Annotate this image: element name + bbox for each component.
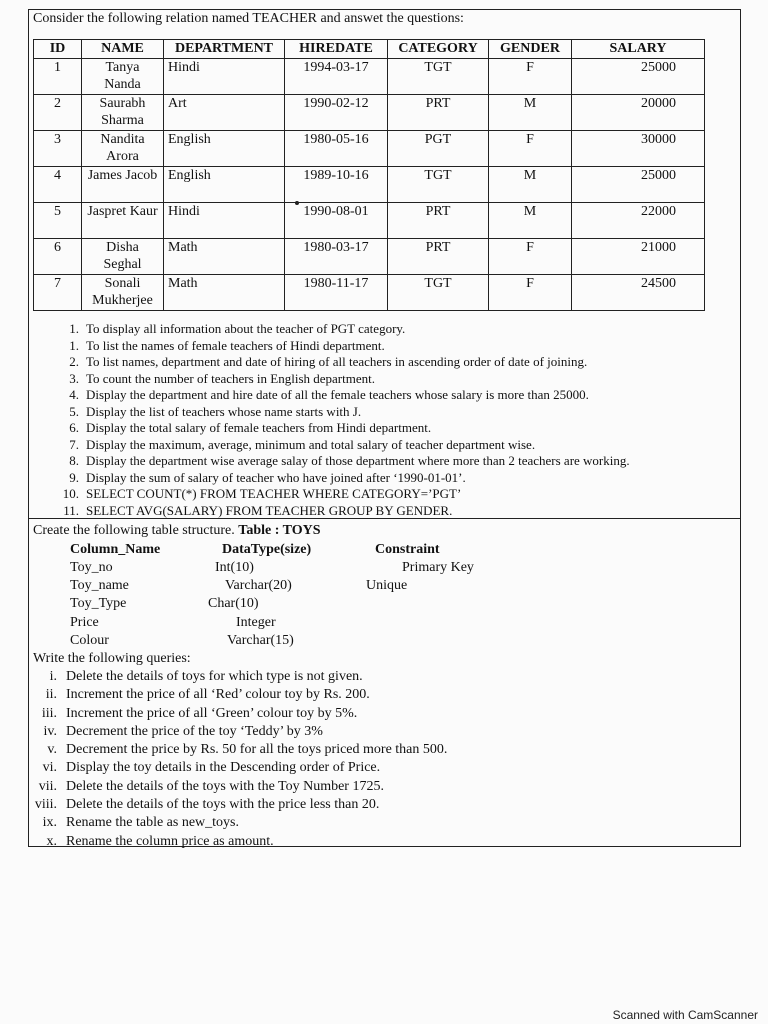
cell-category: PRT xyxy=(388,239,489,275)
list-item xyxy=(55,453,630,470)
cell-salary: 25000 xyxy=(572,59,705,95)
item-number: x. xyxy=(46,833,57,849)
item-text: SELECT AVG(SALARY) FROM TEACHER GROUP BY GENDER. xyxy=(86,502,453,518)
table-row xyxy=(34,131,705,167)
list-item xyxy=(55,486,630,503)
item-number: 3. xyxy=(69,370,79,386)
cell-gender: F xyxy=(489,131,572,167)
cell-department: Hindi xyxy=(164,203,285,239)
item-number: 7. xyxy=(69,436,79,452)
item-number: ii. xyxy=(45,687,57,703)
item-number: 10. xyxy=(62,486,79,501)
list-item xyxy=(29,741,447,759)
cell-category: PGT xyxy=(388,131,489,167)
item-text: To list names, department and date of hiring of all teachers in ascending order of date of joining. xyxy=(86,354,588,369)
cell-category: PRT xyxy=(388,95,489,131)
cell-salary: 30000 xyxy=(572,131,705,167)
list-item xyxy=(29,796,447,814)
cell-department: English xyxy=(164,131,285,167)
cell-salary: 24500 xyxy=(572,275,705,311)
item-text: Delete the details of the toys with the price less than 20. xyxy=(66,797,380,813)
cell-id: 6 xyxy=(34,239,82,275)
item-number: 5. xyxy=(69,403,79,419)
table-row xyxy=(34,167,705,203)
schema-type: Int(10) xyxy=(215,560,254,575)
item-text: Display the department wise average salay of those department where more than 2 teachers are working. xyxy=(86,453,630,468)
item-text: Display the total salary of female teachers from Hindi department. xyxy=(86,420,432,435)
cell-category: PRT xyxy=(388,203,489,239)
cell-category: TGT xyxy=(388,275,489,311)
list-item xyxy=(29,686,447,704)
list-item xyxy=(55,321,630,338)
list-item xyxy=(29,668,447,686)
cell-gender: M xyxy=(489,203,572,239)
cell-salary: 20000 xyxy=(572,95,705,131)
item-number: 8. xyxy=(69,453,79,468)
item-text: SELECT COUNT(*) FROM TEACHER WHERE CATEGORY=’PGT’ xyxy=(86,486,462,501)
item-text: To count the number of teachers in English department. xyxy=(86,370,375,386)
item-number: 11. xyxy=(63,502,79,518)
item-number: 9. xyxy=(69,469,79,485)
list-item xyxy=(29,778,447,796)
toys-table-name: Table : TOYS xyxy=(238,523,321,538)
schema-col: Toy_no xyxy=(70,560,113,575)
header-department: DEPARTMENT xyxy=(164,40,285,59)
cell-gender: F xyxy=(489,59,572,95)
cell-hiredate: 1989-10-16 xyxy=(285,167,388,203)
item-number: v. xyxy=(47,742,57,758)
item-text: Decrement the price by Rs. 50 for all the toys priced more than 500. xyxy=(66,742,448,758)
cell-hiredate: 1980-11-17 xyxy=(285,275,388,311)
schema-type: Integer xyxy=(236,614,276,630)
item-text: Rename the table as new_toys. xyxy=(66,815,240,831)
item-number: 1. xyxy=(69,337,79,353)
list-item xyxy=(55,503,630,520)
schema-col: Colour xyxy=(70,632,109,648)
table-header-row xyxy=(34,40,705,59)
cell-id: 4 xyxy=(34,167,82,203)
cell-salary: 25000 xyxy=(572,167,705,203)
item-number: vi. xyxy=(42,760,57,776)
cell-id: 5 xyxy=(34,203,82,239)
list-item xyxy=(29,814,447,832)
cell-name: Sonali Mukherjee xyxy=(82,275,164,311)
header-salary: SALARY xyxy=(572,40,705,59)
list-item xyxy=(55,404,630,421)
table-row xyxy=(34,59,705,95)
teacher-table-body xyxy=(34,59,705,311)
schema-col: Price xyxy=(70,614,99,630)
list-item xyxy=(55,371,630,388)
cell-department: Art xyxy=(164,95,285,131)
item-text: Increment the price of all ‘Red’ colour toy by Rs. 200. xyxy=(66,687,370,703)
cell-salary: 21000 xyxy=(572,239,705,275)
list-item xyxy=(55,470,630,487)
cell-gender: F xyxy=(489,275,572,311)
list-item xyxy=(29,705,447,723)
item-text: Decrement the price of the toy ‘Teddy’ by 3% xyxy=(66,723,323,739)
item-text: Display the toy details in the Descending order of Price. xyxy=(66,760,381,776)
cell-category: TGT xyxy=(388,167,489,203)
list-item xyxy=(55,338,630,355)
schema-header-constraint: Constraint xyxy=(375,542,440,557)
cell-id: 1 xyxy=(34,59,82,95)
table-row xyxy=(34,95,705,131)
schema-constraint: Primary Key xyxy=(402,560,474,575)
cell-gender: F xyxy=(489,239,572,275)
table-row xyxy=(34,203,705,239)
cell-hiredate: 1980-05-16 xyxy=(285,131,388,167)
schema-col: Toy_Type xyxy=(70,596,127,612)
cell-name: Nandita Arora xyxy=(82,131,164,167)
item-number: 6. xyxy=(69,420,79,435)
cell-hiredate: 1990-02-12 xyxy=(285,95,388,131)
schema-type: Varchar(20) xyxy=(225,578,292,594)
teacher-table xyxy=(33,39,705,311)
item-number: iv. xyxy=(43,723,57,739)
cell-name: Tanya Nanda xyxy=(82,59,164,95)
teacher-question-list xyxy=(55,321,630,519)
list-item xyxy=(55,420,630,437)
toys-title: Create the following table structure. Table : TOYS xyxy=(33,523,321,538)
item-number: vii. xyxy=(38,778,57,794)
cell-id: 3 xyxy=(34,131,82,167)
item-number: iii. xyxy=(41,705,57,721)
item-text: To list the names of female teachers of Hindi department. xyxy=(86,337,385,353)
item-text: Display the sum of salary of teacher who have joined after ‘1990-01-01’. xyxy=(86,469,466,485)
schema-header-col: Column_Name xyxy=(70,542,161,557)
cell-gender: M xyxy=(489,167,572,203)
item-text: Rename the column price as amount. xyxy=(66,833,274,849)
item-number: viii. xyxy=(34,797,57,813)
item-text: To display all information about the teacher of PGT category. xyxy=(86,321,406,336)
schema-col: Toy_name xyxy=(70,578,129,594)
cell-department: Hindi xyxy=(164,59,285,95)
scanner-watermark: Scanned with CamScanner xyxy=(612,1008,758,1022)
cell-department: Math xyxy=(164,275,285,311)
list-item xyxy=(55,354,630,371)
item-text: Display the maximum, average, minimum and total salary of teacher department wise. xyxy=(86,436,536,452)
teacher-intro: Consider the following relation named TEACHER and answet the questions: xyxy=(33,11,464,26)
cell-id: 7 xyxy=(34,275,82,311)
cell-hiredate: 1990-08-01 xyxy=(285,203,388,239)
header-hiredate: HIREDATE xyxy=(285,40,388,59)
item-number: 2. xyxy=(69,354,79,369)
header-category: CATEGORY xyxy=(388,40,489,59)
document-frame xyxy=(28,9,741,847)
cell-gender: M xyxy=(489,95,572,131)
cell-name: Jaspret Kaur xyxy=(82,203,164,239)
header-name: NAME xyxy=(82,40,164,59)
cell-category: TGT xyxy=(388,59,489,95)
cell-department: Math xyxy=(164,239,285,275)
scan-speck xyxy=(295,201,299,205)
list-item xyxy=(55,437,630,454)
cell-hiredate: 1994-03-17 xyxy=(285,59,388,95)
table-row xyxy=(34,239,705,275)
cell-name: Disha Seghal xyxy=(82,239,164,275)
list-item xyxy=(29,723,447,741)
list-item xyxy=(29,759,447,777)
toys-query-list xyxy=(29,668,447,851)
item-number: i. xyxy=(49,669,57,684)
cell-hiredate: 1980-03-17 xyxy=(285,239,388,275)
schema-type: Char(10) xyxy=(208,596,259,612)
cell-id: 2 xyxy=(34,95,82,131)
cell-name: Saurabh Sharma xyxy=(82,95,164,131)
item-text: Delete the details of the toys with the Toy Number 1725. xyxy=(66,778,384,794)
item-text: Display the department and hire date of all the female teachers whose salary is more than 25000. xyxy=(86,387,589,402)
queries-title: Write the following queries: xyxy=(33,651,191,666)
list-item xyxy=(55,387,630,404)
schema-constraint: Unique xyxy=(366,578,408,594)
item-text: Delete the details of toys for which type is not given. xyxy=(66,669,363,684)
cell-name: James Jacob xyxy=(82,167,164,203)
schema-header-type: DataType(size) xyxy=(222,542,312,557)
item-text: Increment the price of all ‘Green’ colour toy by 5%. xyxy=(66,705,358,721)
header-id: ID xyxy=(34,40,82,59)
item-number: 4. xyxy=(69,387,79,402)
cell-department: English xyxy=(164,167,285,203)
cell-salary: 22000 xyxy=(572,203,705,239)
table-row xyxy=(34,275,705,311)
item-number: 1. xyxy=(69,321,79,336)
header-gender: GENDER xyxy=(489,40,572,59)
schema-type: Varchar(15) xyxy=(227,632,294,648)
item-text: Display the list of teachers whose name starts with J. xyxy=(86,403,362,419)
list-item xyxy=(29,833,447,851)
item-number: ix. xyxy=(42,815,57,831)
section-divider xyxy=(29,518,740,519)
